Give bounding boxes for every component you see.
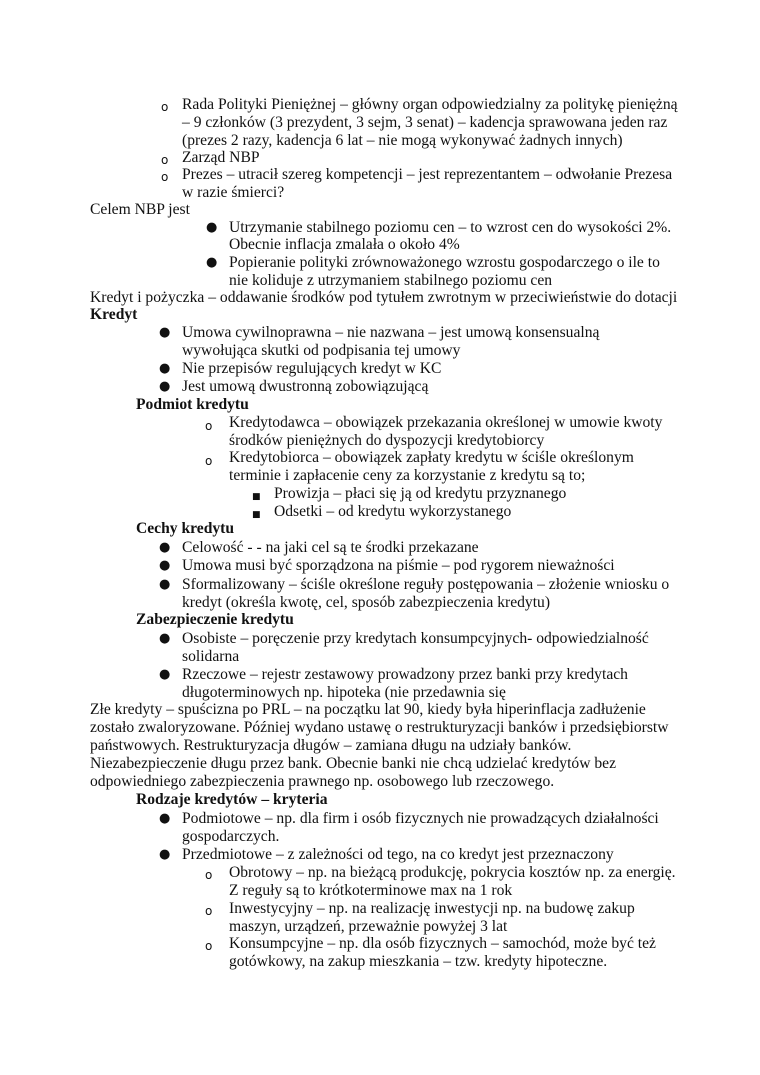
circle-bullet-icon: o bbox=[205, 939, 213, 953]
inwestycyjny-line-1: Inwestycyjny – np. na realizację inwestycji np. na budowę zakup bbox=[229, 900, 635, 917]
circle-bullet-icon: o bbox=[161, 100, 169, 114]
cel1-line-1: Utrzymanie stabilnego poziomu cen – to wzrost cen do wysokości 2%. bbox=[229, 219, 672, 236]
kredyt-heading: Kredyt bbox=[90, 306, 138, 323]
zle-kredyty-line-1: Złe kredyty – spuścizna po PRL – na początku lat 90, kiedy była hiperinflacja zadłużenie bbox=[90, 701, 646, 718]
przedmiotowe-line: Przedmiotowe – z zależności od tego, na co kredyt jest przeznaczony bbox=[182, 846, 614, 863]
inwestycyjny-line-2: maszyn, urządzeń, przeważnie powyżej 3 lat bbox=[229, 918, 508, 935]
kredytodawca-line-2: środków pieniężnych do dyspozycji kredytobiorcy bbox=[229, 432, 545, 449]
kredytodawca-line-1: Kredytodawca – obowiązek przekazania określonej w umowie kwoty bbox=[229, 414, 663, 431]
bullet-icon: ● bbox=[159, 540, 171, 555]
podmiotowe-line-2: gospodarczych. bbox=[182, 828, 280, 845]
prezes-line-1: Prezes – utracił szereg kompetencji – jest reprezentantem – odwołanie Prezesa bbox=[182, 166, 673, 183]
kredyt-pozyczka-line: Kredyt i pożyczka – oddawanie środków pod tytułem zwrotnym w przeciwieństwie do dotacji bbox=[90, 289, 678, 306]
bullet-icon: ● bbox=[159, 631, 171, 646]
prowizja-line: Prowizja – płaci się ją od kredytu przyznanego bbox=[274, 485, 567, 502]
sformalizowany-line-1: Sformalizowany – ściśle określone reguły postępowania – złożenie wniosku o bbox=[182, 576, 670, 593]
zle-kredyty-line-3: państwowych. Restrukturyzacja długów – zamiana długu na udziały banków. bbox=[90, 737, 572, 754]
celem-line: Celem NBP jest bbox=[90, 201, 190, 218]
bullet-icon: ● bbox=[159, 325, 171, 340]
podmiot-heading: Podmiot kredytu bbox=[136, 396, 249, 413]
cechy-heading: Cechy kredytu bbox=[136, 520, 235, 537]
bullet-icon: ● bbox=[159, 811, 171, 826]
rpp-line-2: – 9 członków (3 prezydent, 3 sejm, 3 senat) – kadencja sprawowana jeden raz bbox=[182, 114, 668, 131]
circle-bullet-icon: o bbox=[161, 170, 169, 184]
celowosc-line: Celowość - - na jaki cel są te środki przekazane bbox=[182, 539, 479, 556]
konsumpcyjne-line-1: Konsumpcyjne – np. dla osób fizycznych – samochód, może być też bbox=[229, 935, 656, 952]
nie-przepisow-line: Nie przepisów regulujących kredyt w KC bbox=[182, 360, 442, 377]
rzeczowe-line-2: długoterminowych np. hipoteka (nie przedawnia się bbox=[182, 684, 506, 701]
bullet-icon: ● bbox=[159, 379, 171, 394]
pismo-line: Umowa musi być sporządzona na piśmie – pod rygorem nieważności bbox=[182, 557, 615, 574]
zarzad-line: Zarząd NBP bbox=[182, 149, 260, 166]
umowa-line-1: Umowa cywilnoprawna – nie nazwana – jest umową konsensualną bbox=[182, 324, 600, 341]
cel2-line-1: Popieranie polityki zrównoważonego wzrostu gospodarczego o ile to bbox=[229, 254, 660, 271]
dwustronna-line: Jest umową dwustronną zobowiązującą bbox=[182, 378, 429, 395]
kredytobiorca-line-1: Kredytobiorca – obowiązek zapłaty kredytu w ściśle określonym bbox=[229, 449, 634, 466]
bullet-icon: ● bbox=[159, 667, 171, 682]
rodzaje-heading: Rodzaje kredytów – kryteria bbox=[136, 791, 328, 808]
cel1-line-2: Obecnie inflacja zmalała o około 4% bbox=[229, 236, 460, 253]
bullet-icon: ● bbox=[206, 255, 218, 270]
rzeczowe-line-1: Rzeczowe – rejestr zestawowy prowadzony przez banki przy kredytach bbox=[182, 666, 628, 683]
obrotowy-line-1: Obrotowy – np. na bieżącą produkcję, pokrycia kosztów np. za energię. bbox=[229, 864, 676, 881]
rpp-line-1: Rada Polityki Pieniężnej – główny organ odpowiedzialny za politykę pieniężną bbox=[182, 96, 678, 113]
square-bullet-icon: ■ bbox=[252, 510, 261, 520]
zle-kredyty-line-2: zostało zwaloryzowane. Później wydano ustawę o restrukturyzacji banków i przedsiębiorstw bbox=[90, 719, 669, 736]
circle-bullet-icon: o bbox=[205, 454, 213, 468]
osobiste-line-1: Osobiste – poręczenie przy kredytach konsumpcyjnych- odpowiedzialność bbox=[182, 630, 649, 647]
bullet-icon: ● bbox=[206, 220, 218, 235]
bullet-icon: ● bbox=[159, 577, 171, 592]
circle-bullet-icon: o bbox=[205, 904, 213, 918]
sformalizowany-line-2: kredyt (określa kwotę, cel, sposób zabezpieczenia kredytu) bbox=[182, 594, 551, 611]
podmiotowe-line-1: Podmiotowe – np. dla firm i osób fizycznych nie prowadzących działalności bbox=[182, 810, 659, 827]
prezes-line-2: w razie śmierci? bbox=[182, 184, 285, 201]
zle-kredyty-line-4: Niezabezpieczenie długu przez bank. Obecnie banki nie chcą udzielać kredytów bez bbox=[90, 755, 617, 772]
konsumpcyjne-line-2: gotówkowy, na zakup mieszkania – tzw. kredyty hipoteczne. bbox=[229, 953, 608, 970]
zabezpieczenie-heading: Zabezpieczenie kredytu bbox=[136, 611, 294, 628]
square-bullet-icon: ■ bbox=[252, 492, 261, 502]
osobiste-line-2: solidarna bbox=[182, 648, 240, 665]
bullet-icon: ● bbox=[159, 847, 171, 862]
circle-bullet-icon: o bbox=[205, 419, 213, 433]
umowa-line-2: wywołująca skutki od podpisania tej umowy bbox=[182, 342, 461, 359]
bullet-icon: ● bbox=[159, 558, 171, 573]
circle-bullet-icon: o bbox=[205, 868, 213, 882]
obrotowy-line-2: Z reguły są to krótkoterminowe max na 1 rok bbox=[229, 882, 513, 899]
zle-kredyty-line-5: odpowiedniego zabezpieczenia prawnego np. osobowego lub rzeczowego. bbox=[90, 773, 555, 790]
rpp-line-3: (prezes 2 razy, kadencja 6 lat – nie mogą wykonywać żadnych innych) bbox=[182, 132, 623, 149]
cel2-line-2: nie koliduje z utrzymaniem stabilnego poziomu cen bbox=[229, 272, 553, 289]
bullet-icon: ● bbox=[159, 361, 171, 376]
kredytobiorca-line-2: terminie i zapłacenie ceny za korzystanie z kredytu są to; bbox=[229, 467, 586, 484]
circle-bullet-icon: o bbox=[161, 153, 169, 167]
odsetki-line: Odsetki – od kredytu wykorzystanego bbox=[274, 503, 512, 520]
